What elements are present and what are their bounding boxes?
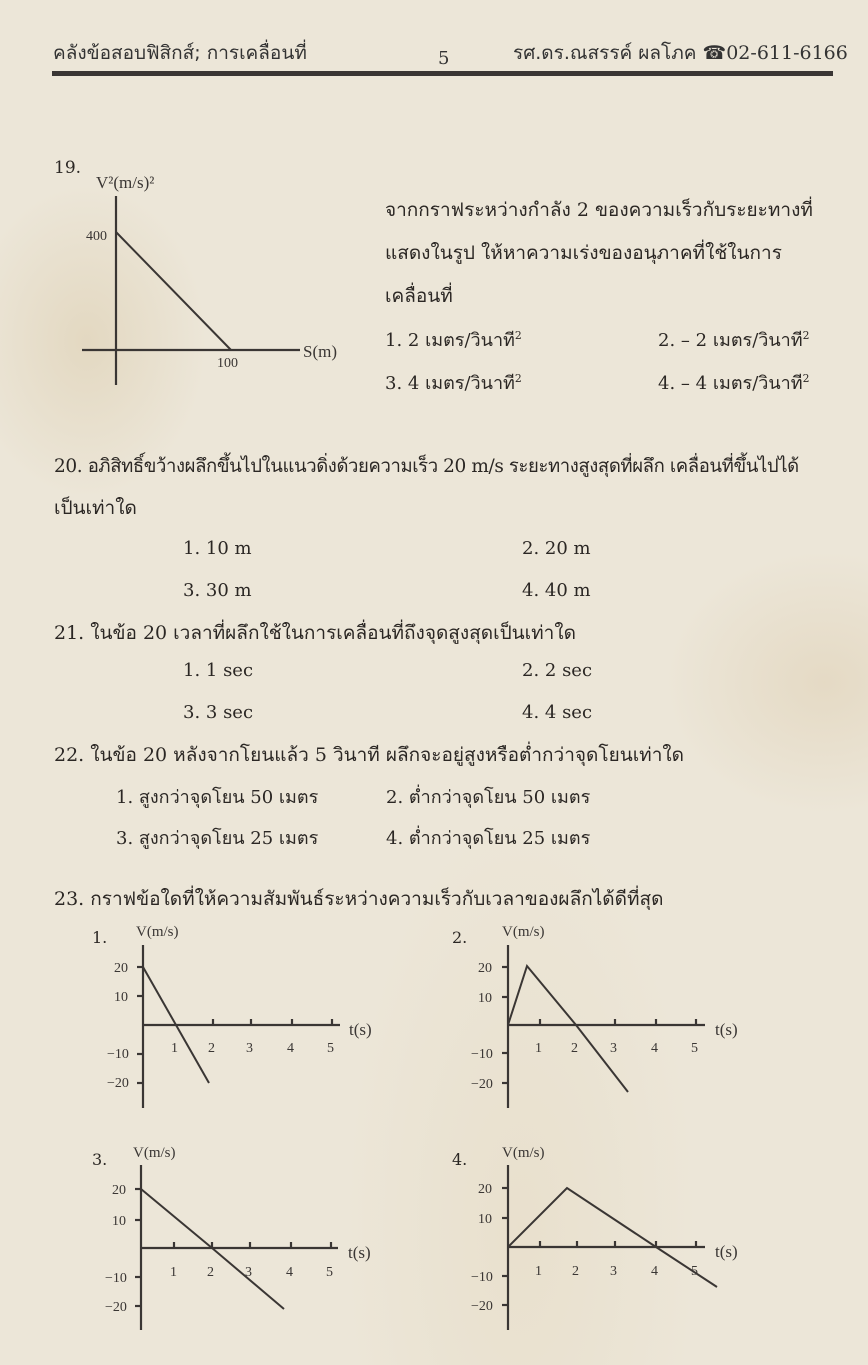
q21-option-3[interactable]: 3. 3 sec: [183, 702, 254, 723]
q19-graph: [70, 160, 360, 392]
q23-choice-1-number[interactable]: 1.: [92, 928, 108, 947]
y-axis-label: V(m/s): [502, 924, 545, 940]
x-tick: 2: [572, 1264, 579, 1279]
header-title: คลังข้อสอบฟิสิกส์; การเคลื่อนที่: [53, 42, 307, 64]
q19-option-2[interactable]: [658, 325, 810, 354]
y-tick: 20: [478, 1182, 492, 1197]
option-value: 2 เมตร/วินาที: [407, 330, 515, 351]
q22-option-4[interactable]: 4. ต่ำกว่าจุดโยน 25 เมตร: [386, 828, 591, 849]
q23-choice-2-number[interactable]: 2.: [452, 928, 468, 947]
q22-text: 22. ในข้อ 20 หลังจากโยนแล้ว 5 วินาที ผลึกจะอยู่สูงหรือต่ำกว่าจุดโยนเท่าใด: [54, 744, 684, 766]
option-value: 4 เมตร/วินาที: [407, 373, 515, 394]
x-tick: 2: [208, 1041, 215, 1056]
x-tick: 4: [286, 1265, 293, 1280]
y-tick: −20: [105, 1300, 127, 1315]
q23-graph-4[interactable]: [460, 1135, 760, 1345]
q19-option-1[interactable]: [385, 325, 522, 354]
option-exponent: 2: [514, 372, 522, 385]
q19-text-line-3: เคลื่อนที่: [385, 285, 453, 307]
q19-option-3[interactable]: [385, 368, 522, 397]
header-rule: [52, 71, 833, 76]
x-tick: 4: [287, 1041, 294, 1056]
q21-option-1[interactable]: 1. 1 sec: [183, 660, 254, 681]
q22-option-2[interactable]: 2. ต่ำกว่าจุดโยน 50 เมตร: [386, 787, 591, 808]
x-tick: 5: [691, 1264, 698, 1279]
x-tick: 1: [170, 1265, 177, 1280]
y-tick: −20: [471, 1077, 493, 1092]
option-value: – 4 เมตร/วินาที: [680, 373, 803, 394]
q19-text-line-2: แสดงในรูป ให้หาความเร่งของอนุภาคที่ใช้ในการ: [385, 242, 782, 264]
y-tick: −20: [107, 1076, 129, 1091]
x-tick: 2: [207, 1265, 214, 1280]
x-tick: 5: [691, 1041, 698, 1056]
q20-option-1[interactable]: 1. 10 m: [183, 538, 252, 559]
q20-text-line-2: เป็นเท่าใด: [54, 497, 137, 519]
y-tick: 20: [112, 1183, 126, 1198]
author-name: รศ.ดร.ณสรรค์ ผลโภค: [513, 42, 697, 64]
q23-text: 23. กราฟข้อใดที่ให้ความสัมพันธ์ระหว่างความเร็วกับเวลาของผลึกได้ดีที่สุด: [54, 888, 664, 910]
y-tick: 20: [114, 961, 128, 976]
q22-option-3[interactable]: 3. สูงกว่าจุดโยน 25 เมตร: [116, 828, 319, 849]
q19-option-4[interactable]: [658, 368, 810, 397]
q23-graph-1[interactable]: [100, 915, 390, 1115]
y-axis-label: V(m/s): [133, 1145, 176, 1161]
x-axis-label: t(s): [349, 1020, 372, 1039]
option-number: 2.: [658, 330, 676, 351]
x-tick: 1: [535, 1264, 542, 1279]
y-tick: −20: [471, 1299, 493, 1314]
y-tick: 10: [478, 1212, 492, 1227]
q21-text: 21. ในข้อ 20 เวลาที่ผลึกใช้ในการเคลื่อนที่ถึงจุดสูงสุดเป็นเท่าใด: [54, 622, 576, 644]
q19-text-line-1: จากกราฟระหว่างกำลัง 2 ของความเร็วกับระยะทางที่: [385, 199, 813, 221]
y-tick: 10: [478, 991, 492, 1006]
x-tick: 3: [610, 1041, 617, 1056]
option-number: 1.: [385, 330, 403, 351]
x-tick: 5: [327, 1041, 334, 1056]
y-tick: −10: [471, 1047, 493, 1062]
x-tick: 3: [246, 1041, 253, 1056]
x-tick: 2: [571, 1041, 578, 1056]
q20-option-4[interactable]: 4. 40 m: [522, 580, 591, 601]
x-axis-label: t(s): [348, 1243, 371, 1262]
phone-number: 02-611-6166: [726, 42, 848, 64]
header-author: [513, 38, 848, 68]
option-exponent: 2: [802, 372, 810, 385]
option-exponent: 2: [802, 329, 810, 342]
telephone-icon: ☎: [702, 42, 727, 64]
y-tick-400: 400: [86, 229, 107, 244]
option-exponent: 2: [514, 329, 522, 342]
q23-graph-2[interactable]: [460, 915, 760, 1115]
y-tick: 10: [112, 1214, 126, 1229]
x-axis-label: S(m): [303, 342, 337, 361]
q22-option-1[interactable]: 1. สูงกว่าจุดโยน 50 เมตร: [116, 787, 319, 808]
y-tick: −10: [107, 1047, 129, 1062]
q20-text-line-1: 20. อภิสิทธิ์ขว้างผลึกขึ้นไปในแนวดิ่งด้วยความเร็ว 20 m/s ระยะทางสูงสุดที่ผลึก เคลื่อนที่ขึ้นไปได้: [54, 456, 799, 477]
x-tick: 3: [610, 1264, 617, 1279]
x-tick: 4: [651, 1264, 658, 1279]
option-number: 4.: [658, 373, 676, 394]
option-value: – 2 เมตร/วินาที: [680, 330, 803, 351]
x-tick: 4: [651, 1041, 658, 1056]
x-tick: 5: [326, 1265, 333, 1280]
x-tick: 1: [535, 1041, 542, 1056]
q19-number: 19.: [54, 158, 82, 178]
q21-option-4[interactable]: 4. 4 sec: [522, 702, 593, 723]
y-tick: 20: [478, 961, 492, 976]
q23-graph-3[interactable]: [100, 1135, 390, 1345]
q23-choice-4-number[interactable]: 4.: [452, 1150, 468, 1169]
x-axis-label: t(s): [715, 1242, 738, 1261]
data-line: [116, 232, 231, 350]
y-tick: −10: [471, 1270, 493, 1285]
y-axis-label: V²(m/s)²: [96, 173, 155, 192]
option-number: 3.: [385, 373, 403, 394]
y-axis-label: V(m/s): [136, 924, 179, 940]
q20-option-3[interactable]: 3. 30 m: [183, 580, 252, 601]
page-number: 5: [438, 48, 450, 69]
q21-option-2[interactable]: 2. 2 sec: [522, 660, 593, 681]
data-line: [508, 966, 628, 1092]
y-axis-label: V(m/s): [502, 1145, 545, 1161]
y-tick: 10: [114, 990, 128, 1005]
q23-choice-3-number[interactable]: 3.: [92, 1150, 108, 1169]
x-tick: 1: [171, 1041, 178, 1056]
y-tick: −10: [105, 1271, 127, 1286]
x-tick: 3: [245, 1265, 252, 1280]
q20-option-2[interactable]: 2. 20 m: [522, 538, 591, 559]
x-axis-label: t(s): [715, 1020, 738, 1039]
x-tick-100: 100: [217, 356, 238, 371]
